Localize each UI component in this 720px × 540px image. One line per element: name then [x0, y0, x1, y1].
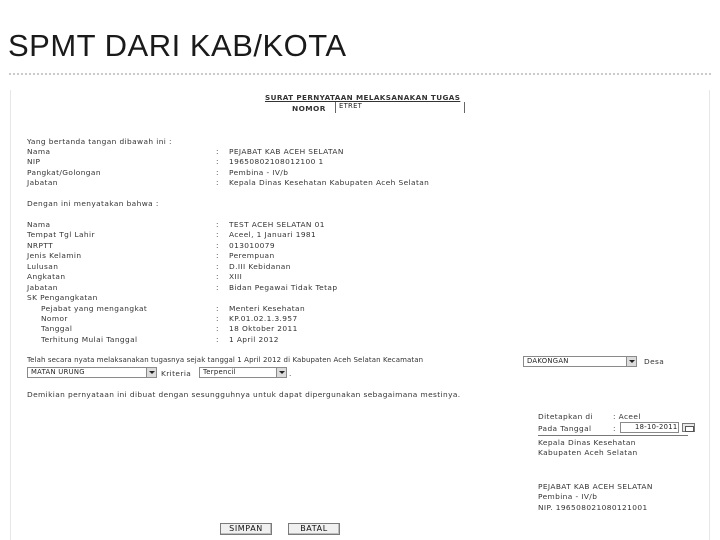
sk-date-label: Tanggal [41, 324, 73, 333]
chevron-down-icon[interactable] [626, 357, 636, 366]
ditetapkan-label: Ditetapkan di [538, 412, 593, 421]
nomor-label: NOMOR [292, 104, 326, 113]
signer-name-label: Nama [27, 147, 51, 156]
subject-nrptt-value: 013010079 [229, 241, 275, 250]
subject-gender-value: Perempuan [229, 251, 275, 260]
kriteria-select-value: Terpencil [203, 368, 236, 376]
sk-heading: SK Pengangkatan [27, 293, 98, 302]
sk-start-label: Terhitung Mulai Tanggal [41, 335, 138, 344]
signature-divider [538, 435, 688, 436]
spmt-form [10, 90, 710, 540]
slide-title: SPMT DARI KAB/KOTA [8, 28, 347, 63]
colon: : [216, 157, 219, 166]
kriteria-select[interactable] [199, 367, 287, 378]
tanggal-label: Pada Tanggal [538, 424, 592, 433]
colon: : [216, 230, 219, 239]
colon: : [216, 272, 219, 281]
ditetapkan-value: : Aceel [613, 412, 641, 421]
subject-batch-label: Angkatan [27, 272, 66, 281]
chevron-down-icon[interactable] [276, 368, 286, 377]
sk-date-value: 18 Oktober 2011 [229, 324, 298, 333]
colon: : [216, 324, 219, 333]
closing-text: Demikian pernyataan ini dibuat dengan sesungguhnya untuk dapat dipergunakan sebagaimana mestinya. [27, 390, 461, 399]
signer-nip-value: 19650802108012100 1 [229, 157, 324, 166]
signer-position-label: Jabatan [27, 178, 58, 187]
colon: : [216, 251, 219, 260]
calendar-icon[interactable] [682, 423, 695, 432]
colon: : [216, 178, 219, 187]
intro-subject: Dengan ini menyatakan bahwa : [27, 199, 159, 208]
subject-education-label: Lulusan [27, 262, 59, 271]
colon: : [216, 283, 219, 292]
subject-position-label: Jabatan [27, 283, 58, 292]
kepala-line-1: Kepala Dinas Kesehatan [538, 438, 636, 447]
signer-nip-label: NIP [27, 157, 41, 166]
sk-number-label: Nomor [41, 314, 68, 323]
simpan-button[interactable]: SIMPAN [220, 523, 272, 535]
subject-name-value: TEST ACEH SELATAN 01 [229, 220, 325, 229]
subject-position-value: Bidan Pegawai Tidak Tetap [229, 283, 338, 292]
signer-rank-value: Pembina - IV/b [229, 168, 289, 177]
colon: : [216, 147, 219, 156]
subject-education-value: D.III Kebidanan [229, 262, 291, 271]
desa-label: Desa [644, 357, 665, 366]
tanggal-input[interactable]: 18-10-2011 [620, 422, 679, 433]
nomor-input[interactable]: ETRET [335, 102, 465, 113]
colon: : [216, 168, 219, 177]
signer-position-value: Kepala Dinas Kesehatan Kabupaten Aceh Selatan [229, 178, 430, 187]
sk-number-value: KP.01.02.1.3.957 [229, 314, 298, 323]
chevron-down-icon[interactable] [146, 368, 156, 377]
period: . [289, 369, 292, 378]
title-divider [8, 72, 712, 76]
sk-official-value: Menteri Kesehatan [229, 304, 306, 313]
desa-select[interactable] [27, 367, 157, 378]
subject-birth-label: Tempat Tgl Lahir [27, 230, 95, 239]
subject-name-label: Nama [27, 220, 51, 229]
signer-name-value: PEJABAT KAB ACEH SELATAN [229, 147, 344, 156]
kepala-line-2: Kabupaten Aceh Selatan [538, 448, 638, 457]
sk-official-label: Pejabat yang mengangkat [41, 304, 148, 313]
subject-gender-label: Jenis Kelamin [27, 251, 82, 260]
subject-batch-value: XIII [229, 272, 243, 281]
subject-birth-value: Aceel, 1 Januari 1981 [229, 230, 317, 239]
intro-signer: Yang bertanda tangan dibawah ini : [27, 137, 172, 146]
kecamatan-select-value: DAKONGAN [527, 357, 569, 365]
colon: : [216, 304, 219, 313]
signer-rank-label: Pangkat/Golongan [27, 168, 101, 177]
colon: : [216, 262, 219, 271]
pejabat-name: PEJABAT KAB ACEH SELATAN [538, 482, 653, 491]
subject-nrptt-label: NRPTT [27, 241, 54, 250]
form-heading: SURAT PERNYATAAN MELAKSANAKAN TUGAS [265, 93, 461, 102]
desa-select-value: MATAN URUNG [31, 368, 85, 376]
kriteria-label: Kriteria [161, 369, 192, 378]
sk-start-value: 1 April 2012 [229, 335, 279, 344]
colon: : [216, 220, 219, 229]
colon: : [216, 314, 219, 323]
kecamatan-select[interactable] [523, 356, 637, 367]
colon: : [613, 424, 616, 433]
colon: : [216, 241, 219, 250]
pejabat-rank: Pembina - IV/b [538, 492, 598, 501]
statement-text: Telah secara nyata melaksanakan tugasnya sejak tanggal 1 April 2012 di Kabupaten Aceh Selatan Kecamatan [27, 356, 424, 364]
pejabat-nip: NIP. 196508021080121001 [538, 503, 648, 512]
colon: : [216, 335, 219, 344]
batal-button[interactable]: BATAL [288, 523, 340, 535]
